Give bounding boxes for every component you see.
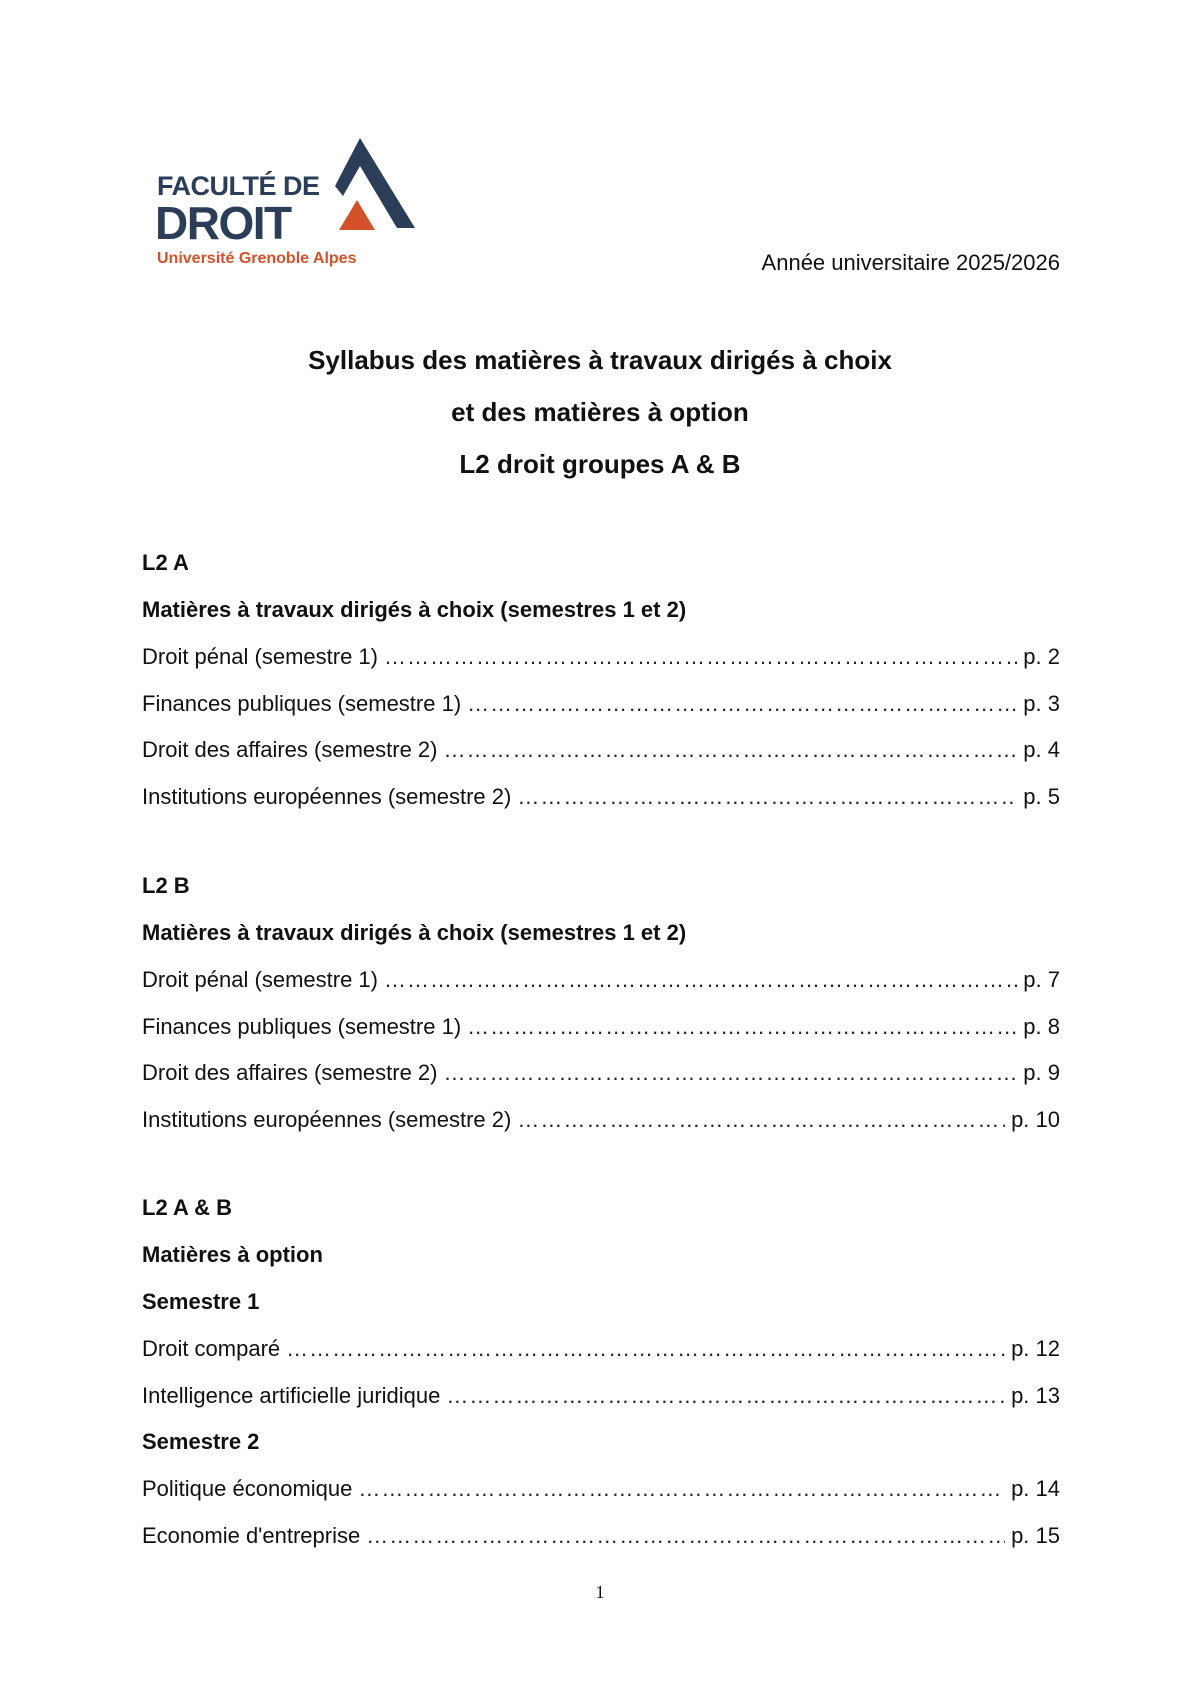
toc-entry-page: p. 10: [1011, 1106, 1060, 1132]
toc-entry[interactable]: [142, 1383, 1060, 1430]
toc-leader-dots: [443, 737, 1017, 763]
logo-triangle-icon: [305, 138, 415, 243]
toc-section-l2b: [142, 873, 1060, 1153]
toc-entry[interactable]: [142, 737, 1060, 784]
toc-entry[interactable]: [142, 691, 1060, 738]
toc-entry[interactable]: [142, 1336, 1060, 1383]
toc-entry-page: p. 9: [1023, 1060, 1060, 1085]
toc-section-l2ab: [142, 1195, 1060, 1569]
toc-entry-title: Droit des affaires (semestre 2): [142, 1060, 438, 1085]
toc-entry[interactable]: [142, 644, 1060, 691]
toc-entry-page: p. 5: [1023, 783, 1060, 809]
logo-text-university: Université Grenoble Alpes: [157, 250, 357, 267]
toc-entry[interactable]: [142, 784, 1060, 831]
group-heading-l2b: L2 B: [142, 873, 190, 898]
section-heading-td-choix: Matières à travaux dirigés à choix (semestres 1 et 2): [142, 920, 687, 945]
toc-entry-title: Institutions européennes (semestre 2): [142, 1106, 512, 1132]
toc-entry[interactable]: [142, 1107, 1060, 1154]
toc-entry-page: p. 7: [1023, 967, 1060, 992]
document-title: [0, 345, 1200, 501]
toc-section-l2a: [142, 550, 1060, 830]
toc-leader-dots: [517, 784, 1017, 810]
toc-entry-page: p. 4: [1023, 737, 1060, 762]
title-line-3: L2 droit groupes A & B: [459, 449, 741, 479]
group-heading-l2a: L2 A: [142, 550, 189, 575]
toc-entry-page: p. 8: [1023, 1013, 1060, 1039]
toc-entry-title: Finances publiques (semestre 1): [142, 1013, 462, 1039]
academic-year: Année universitaire 2025/2026: [761, 250, 1060, 275]
toc-entry-title: Droit comparé: [142, 1336, 281, 1361]
toc-entry[interactable]: [142, 1476, 1060, 1523]
toc-entry-page: p. 12: [1011, 1336, 1060, 1361]
toc-leader-dots: [517, 1107, 1005, 1133]
toc-entry-title: Intelligence artificielle juridique: [142, 1382, 441, 1408]
toc-leader-dots: [446, 1383, 1005, 1409]
toc-leader-dots: [384, 644, 1017, 670]
toc-leader-dots: [384, 967, 1017, 993]
toc-entry-title: Institutions européennes (semestre 2): [142, 783, 512, 809]
toc-entry-page: p. 3: [1023, 690, 1060, 716]
toc-entry[interactable]: [142, 1060, 1060, 1107]
toc-leader-dots: [467, 1014, 1017, 1040]
toc-entry-page: p. 14: [1011, 1476, 1060, 1501]
toc-entry[interactable]: [142, 1014, 1060, 1061]
toc-leader-dots: [366, 1523, 1005, 1549]
toc-leader-dots: [358, 1476, 1005, 1502]
logo-text-faculte: FACULTÉ DE: [157, 171, 320, 201]
toc-entry-page: p. 15: [1011, 1522, 1060, 1548]
toc-entry-title: Droit pénal (semestre 1): [142, 967, 378, 992]
section-heading-semestre-2: Semestre 2: [142, 1429, 260, 1454]
title-line-1: Syllabus des matières à travaux dirigés à choix: [308, 345, 892, 375]
toc-entry-title: Finances publiques (semestre 1): [142, 690, 462, 716]
toc-leader-dots: [467, 691, 1017, 717]
toc-leader-dots: [443, 1060, 1017, 1086]
group-heading-l2ab: L2 A & B: [142, 1195, 233, 1220]
toc-entry[interactable]: [142, 967, 1060, 1014]
section-heading-td-choix: Matières à travaux dirigés à choix (semestres 1 et 2): [142, 597, 687, 622]
toc-entry-page: p. 2: [1023, 644, 1060, 669]
toc-entry-title: Economie d'entreprise: [142, 1522, 361, 1548]
title-line-2: et des matières à option: [451, 397, 749, 427]
toc-entry-title: Politique économique: [142, 1476, 353, 1501]
toc-entry-title: Droit des affaires (semestre 2): [142, 737, 438, 762]
section-heading-options: Matières à option: [142, 1242, 323, 1267]
page-number: 1: [595, 1582, 605, 1602]
toc-leader-dots: [286, 1336, 1005, 1362]
section-heading-semestre-1: Semestre 1: [142, 1289, 260, 1314]
toc-entry-page: p. 13: [1011, 1382, 1060, 1408]
toc-entry[interactable]: [142, 1523, 1060, 1570]
faculty-logo: [155, 138, 415, 273]
logo-text-droit: DROIT: [155, 197, 291, 249]
toc-entry-title: Droit pénal (semestre 1): [142, 644, 378, 669]
